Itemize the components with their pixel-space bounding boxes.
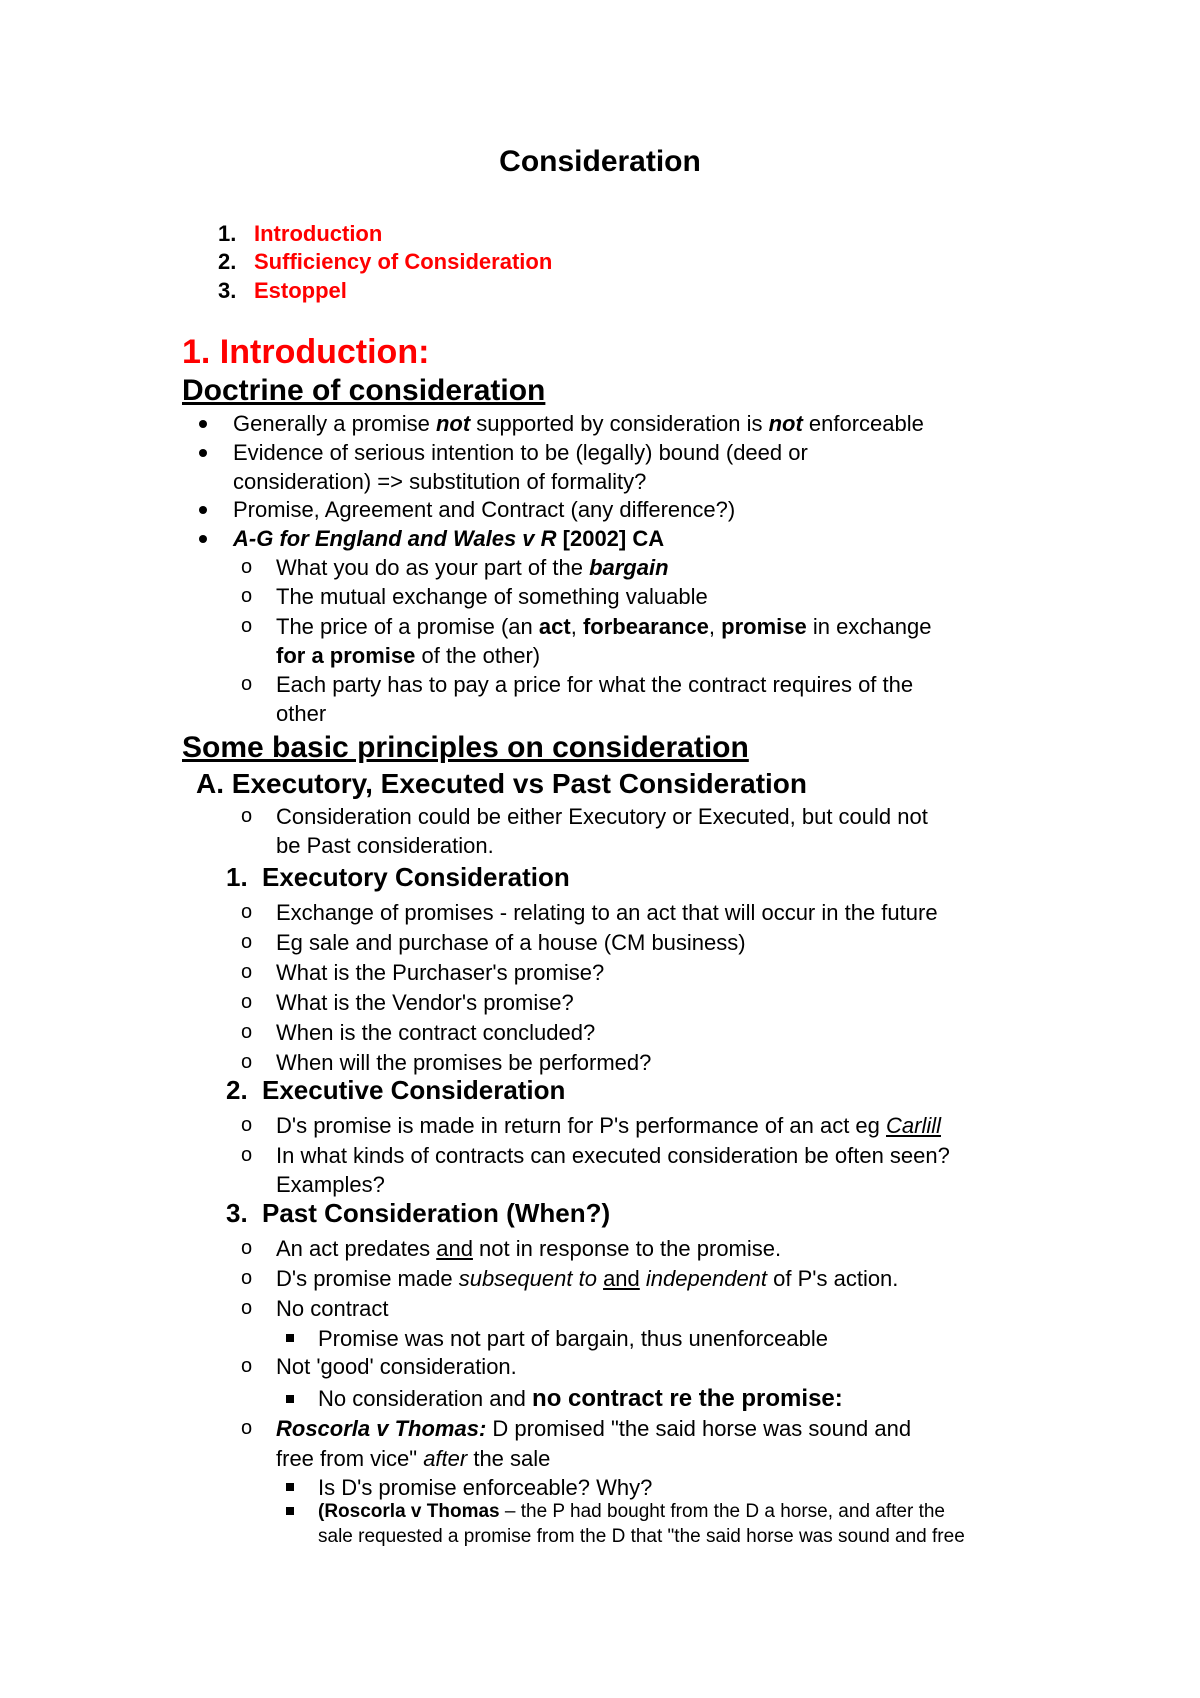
executory-item-1: Exchange of promises - relating to an act that will occur in the future	[276, 900, 938, 925]
principle-a-line1: Consideration could be either Executory or Executed, but could not	[276, 804, 928, 829]
executory-item-5: When is the contract concluded?	[276, 1020, 596, 1045]
square-bullet	[286, 1395, 294, 1403]
circle-bullet: o	[241, 1297, 253, 1319]
past-item-2: D's promise made subsequent to and independent of P's action.	[276, 1266, 899, 1291]
past-item-3: No contract	[276, 1296, 389, 1321]
circle-bullet: o	[241, 556, 253, 578]
circle-bullet: o	[241, 1237, 253, 1259]
executory-item-3: What is the Purchaser's promise?	[276, 960, 605, 985]
principle-a-line2: be Past consideration.	[276, 833, 494, 858]
case-point-2: The mutual exchange of something valuable	[276, 584, 708, 609]
heading-past: 3. Past Consideration (When?)	[226, 1198, 611, 1228]
section-heading-introduction: 1. Introduction:	[182, 333, 430, 371]
toc-number: 3.	[218, 278, 237, 303]
subheading-principles: Some basic principles on consideration	[182, 731, 749, 764]
circle-bullet: o	[241, 1051, 253, 1073]
doctrine-point-1: Generally a promise not supported by consideration is not enforceable	[233, 411, 924, 436]
past-item-5-line2: free from vice" after the sale	[276, 1446, 551, 1471]
circle-bullet: o	[241, 585, 253, 607]
toc-number: 1.	[218, 221, 237, 246]
circle-bullet: o	[241, 1417, 253, 1439]
square-bullet	[286, 1507, 294, 1515]
bullet-dot	[199, 449, 207, 457]
toc-label: Estoppel	[254, 278, 347, 303]
circle-bullet: o	[241, 1267, 253, 1289]
past-item-5b-line2: sale requested a promise from the D that "the said horse was sound and free	[318, 1526, 965, 1547]
circle-bullet: o	[241, 931, 253, 953]
circle-bullet: o	[241, 1355, 253, 1377]
doctrine-point-2-line1: Evidence of serious intention to be (legally) bound (deed or	[233, 440, 808, 465]
toc-item-introduction[interactable]	[218, 221, 382, 247]
toc-item-sufficiency[interactable]	[218, 249, 552, 275]
doctrine-point-3: Promise, Agreement and Contract (any difference?)	[233, 497, 736, 522]
square-bullet	[286, 1483, 294, 1491]
past-item-5a: Is D's promise enforceable? Why?	[318, 1475, 653, 1500]
toc-number: 2.	[218, 249, 237, 274]
circle-bullet: o	[241, 673, 253, 695]
past-item-5b-line1: (Roscorla v Thomas – the P had bought from the D a horse, and after the	[318, 1501, 945, 1522]
executory-item-4: What is the Vendor's promise?	[276, 990, 574, 1015]
executory-item-6: When will the promises be performed?	[276, 1050, 652, 1075]
toc-item-estoppel[interactable]	[218, 278, 347, 304]
subheading-a: A. Executory, Executed vs Past Consideration	[196, 768, 808, 799]
case-point-1: What you do as your part of the bargain	[276, 555, 669, 580]
executive-item-2-line2: Examples?	[276, 1172, 385, 1197]
circle-bullet: o	[241, 901, 253, 923]
past-item-5-line1: Roscorla v Thomas: D promised "the said horse was sound and	[276, 1416, 912, 1441]
past-item-3a: Promise was not part of bargain, thus unenforceable	[318, 1326, 828, 1351]
case-point-3-line2: for a promise of the other)	[276, 643, 541, 668]
executive-item-1: D's promise is made in return for P's performance of an act eg Carlill	[276, 1113, 941, 1138]
square-bullet	[286, 1334, 294, 1342]
executory-item-2: Eg sale and purchase of a house (CM business)	[276, 930, 746, 955]
circle-bullet: o	[241, 961, 253, 983]
case-point-4-line1: Each party has to pay a price for what the contract requires of the	[276, 672, 914, 697]
circle-bullet: o	[241, 1021, 253, 1043]
doctrine-point-4: A-G for England and Wales v R [2002] CA	[233, 526, 665, 551]
circle-bullet: o	[241, 805, 253, 827]
case-point-3-line1: The price of a promise (an act, forbearance, promise in exchange	[276, 614, 932, 639]
toc-label: Introduction	[254, 221, 383, 246]
past-item-4: Not 'good' consideration.	[276, 1354, 517, 1379]
circle-bullet: o	[241, 615, 253, 637]
past-item-1: An act predates and not in response to the promise.	[276, 1236, 782, 1261]
bullet-dot	[199, 506, 207, 514]
case-point-4-line2: other	[276, 701, 327, 726]
executive-item-2-line1: In what kinds of contracts can executed consideration be often seen?	[276, 1143, 950, 1168]
circle-bullet: o	[241, 991, 253, 1013]
page-title: Consideration	[499, 145, 701, 178]
toc-label: Sufficiency of Consideration	[254, 249, 553, 274]
circle-bullet: o	[241, 1144, 253, 1166]
doctrine-point-2-line2: consideration) => substitution of formality?	[233, 469, 647, 494]
heading-executory: 1. Executory Consideration	[226, 862, 570, 892]
subheading-doctrine: Doctrine of consideration	[182, 374, 546, 407]
bullet-dot	[199, 535, 207, 543]
past-item-4a: No consideration and no contract re the promise:	[318, 1385, 843, 1412]
bullet-dot	[199, 420, 207, 428]
circle-bullet: o	[241, 1114, 253, 1136]
heading-executive: 2. Executive Consideration	[226, 1075, 566, 1105]
